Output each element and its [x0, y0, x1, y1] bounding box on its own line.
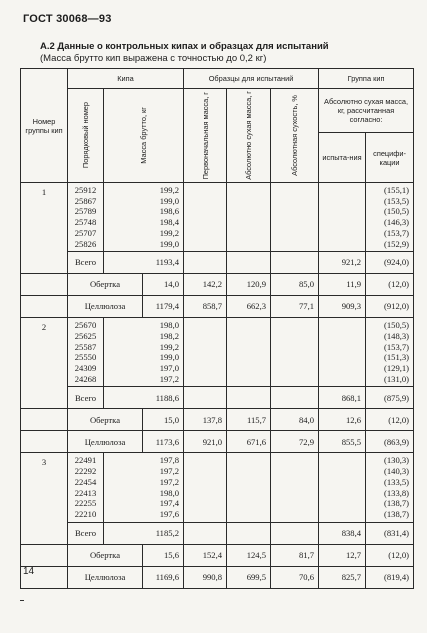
- cellulose-spec: (912,0): [366, 296, 414, 318]
- total-test: 868,1: [319, 387, 366, 409]
- wrapper-dryness: 84,0: [271, 409, 319, 431]
- total-mass: 1188,6: [104, 387, 184, 409]
- cellulose-initial: 858,7: [184, 296, 227, 318]
- header-initial-mass: Первоначальная масса, г: [184, 89, 227, 183]
- document-header: ГОСТ 30068—93: [23, 13, 112, 25]
- bale-masses: 198,0 198,2 199,2 199,0 197,0 197,2: [104, 318, 184, 387]
- wrapper-label: Обертка: [68, 544, 143, 566]
- cellulose-label: Целлюлоза: [68, 296, 143, 318]
- total-label: Всего: [68, 252, 104, 274]
- header-samples: Образцы для испытаний: [184, 69, 319, 89]
- group-number: 1: [21, 183, 68, 274]
- table-row: [21, 183, 414, 252]
- cellulose-test: 909,3: [319, 296, 366, 318]
- table-row: [21, 252, 414, 274]
- cellulose-initial: 990,8: [184, 566, 227, 588]
- wrapper-mass: 15,0: [143, 409, 184, 431]
- bale-numbers: 25670 25625 25587 25550 24309 24268: [68, 318, 104, 387]
- table-row: [21, 409, 414, 431]
- wrapper-initial: 137,8: [184, 409, 227, 431]
- cellulose-test: 825,7: [319, 566, 366, 588]
- cellulose-dryness: 72,9: [271, 431, 319, 453]
- cellulose-dry: 662,3: [227, 296, 271, 318]
- header-bales: Кипа: [68, 69, 184, 89]
- bale-numbers: 25912 25867 25789 25748 25707 25826: [68, 183, 104, 252]
- table-row: [21, 387, 414, 409]
- cellulose-mass: 1179,4: [143, 296, 184, 318]
- header-dry-mass-group: Абсолютно сухая масса, кг, рассчитанная согласно:: [319, 89, 414, 133]
- section-title: А.2 Данные о контрольных кипах и образцах для испытаний: [40, 41, 329, 52]
- group-number: 2: [21, 318, 68, 409]
- cellulose-label: Целлюлоза: [68, 431, 143, 453]
- bale-masses: 199,2 199,0 198,6 198,4 199,2 199,0: [104, 183, 184, 252]
- bale-numbers: 22491 22292 22454 22413 22255 22210: [68, 453, 104, 522]
- cellulose-spec: (819,4): [366, 566, 414, 588]
- bale-masses: 197,8 197,2 197,2 198,0 197,4 197,6: [104, 453, 184, 522]
- cellulose-initial: 921,0: [184, 431, 227, 453]
- header-seq-number: Порядковый номер: [68, 89, 104, 183]
- wrapper-spec: (12,0): [366, 544, 414, 566]
- total-spec: (875,9): [366, 387, 414, 409]
- total-spec: (831,4): [366, 522, 414, 544]
- cellulose-mass: 1169,6: [143, 566, 184, 588]
- control-bales-table: [20, 68, 414, 589]
- wrapper-dry: 124,5: [227, 544, 271, 566]
- cellulose-label: Целлюлоза: [68, 566, 143, 588]
- wrapper-dryness: 85,0: [271, 274, 319, 296]
- wrapper-test: 12,6: [319, 409, 366, 431]
- cellulose-dryness: 77,1: [271, 296, 319, 318]
- total-mass: 1193,4: [104, 252, 184, 274]
- header-group-number: Номер группы кип: [21, 69, 68, 183]
- section-note: (Масса брутто кип выражена с точностью до 0,2 кг): [40, 53, 267, 64]
- wrapper-spec: (12,0): [366, 274, 414, 296]
- wrapper-spec: (12,0): [366, 409, 414, 431]
- table-row: [21, 453, 414, 522]
- total-spec: (924,0): [366, 252, 414, 274]
- table-row: [21, 544, 414, 566]
- page-number: 14: [23, 566, 35, 577]
- cellulose-mass: 1173,6: [143, 431, 184, 453]
- total-test: 921,2: [319, 252, 366, 274]
- margin-mark: [20, 600, 24, 601]
- cellulose-dry: 699,5: [227, 566, 271, 588]
- table-row: [21, 318, 414, 387]
- wrapper-mass: 14,0: [143, 274, 184, 296]
- wrapper-dryness: 81,7: [271, 544, 319, 566]
- table-row: [21, 431, 414, 453]
- wrapper-mass: 15,6: [143, 544, 184, 566]
- cellulose-dry: 671,6: [227, 431, 271, 453]
- bale-specs: (130,3) (140,3) (133,5) (133,8) (138,7) (138,7): [366, 453, 414, 522]
- header-gross-mass: Масса брутто, кг: [104, 89, 184, 183]
- wrapper-test: 12,7: [319, 544, 366, 566]
- cellulose-spec: (863,9): [366, 431, 414, 453]
- group-number: 3: [21, 453, 68, 544]
- cellulose-test: 855,5: [319, 431, 366, 453]
- bale-specs: (150,5) (148,3) (153,7) (151,3) (129,1) (131,0): [366, 318, 414, 387]
- wrapper-label: Обертка: [68, 274, 143, 296]
- cellulose-dryness: 70,6: [271, 566, 319, 588]
- header-bale-group: Группа кип: [319, 69, 414, 89]
- header-dry-mass: Абсолютно сухая масса, г: [227, 89, 271, 183]
- table-row: [21, 274, 414, 296]
- wrapper-test: 11,9: [319, 274, 366, 296]
- header-spec: специфи-кации: [366, 133, 414, 183]
- wrapper-label: Обертка: [68, 409, 143, 431]
- header-test: испыта-ния: [319, 133, 366, 183]
- wrapper-initial: 152,4: [184, 544, 227, 566]
- total-label: Всего: [68, 387, 104, 409]
- table-row: [21, 522, 414, 544]
- table-row: [21, 296, 414, 318]
- total-test: 838,4: [319, 522, 366, 544]
- bale-specs: (155,1) (153,5) (150,5) (146,3) (153,7) (152,9): [366, 183, 414, 252]
- table-row: [21, 566, 414, 588]
- wrapper-dry: 115,7: [227, 409, 271, 431]
- total-label: Всего: [68, 522, 104, 544]
- wrapper-dry: 120,9: [227, 274, 271, 296]
- total-mass: 1185,2: [104, 522, 184, 544]
- header-dryness: Абсолютная сухость, %: [271, 89, 319, 183]
- wrapper-initial: 142,2: [184, 274, 227, 296]
